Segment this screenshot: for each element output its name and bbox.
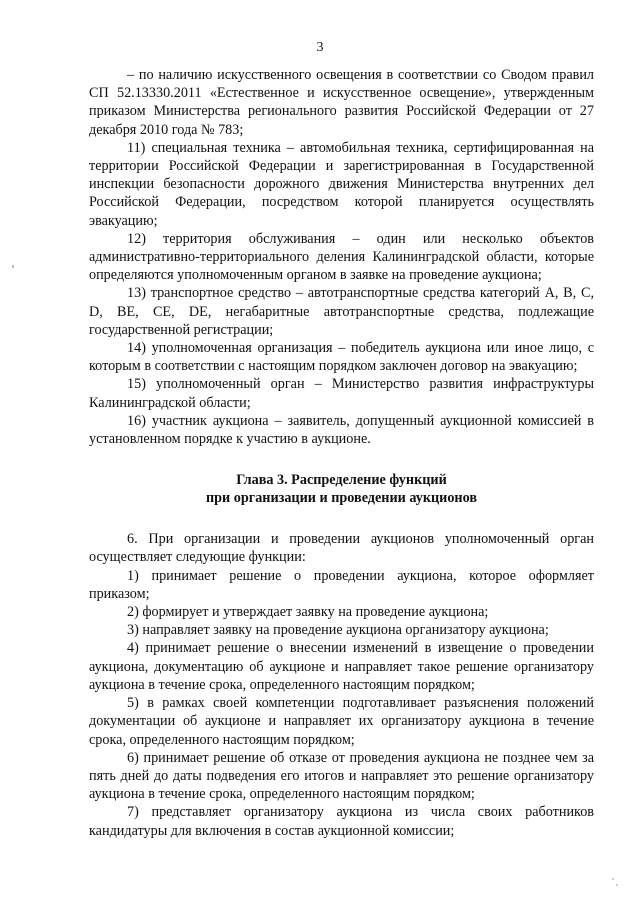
paragraph: 12) территория обслуживания – один или несколько объектов административно-территориального деления Калининградской области, которые определяются уполномоченным органом в заявке на проведение аукциона; (89, 230, 594, 284)
paragraph: – по наличию искусственного освещения в соответствии со Сводом правил СП 52.13330.2011 «Естественное и искусственное освещение», утвержденным приказом Министерства регионального развития Российской Федерации от 27 декабря 2010 года № 783; (89, 67, 594, 138)
paragraph: 11) специальная техника – автомобильная техника, сертифицированная на территории Российской Федерации и зарегистрированная в Государственной инспекции безопасности дорожного движения Министерства внутренних дел Российской Федерации, посредством которой планируется осуществлять эвакуацию; (89, 139, 594, 229)
paragraph: 4) принимает решение о внесении изменений в извещение о проведении аукциона, документацию об аукционе и направляет такое решение организатору аукциона в течение срока, определенного настоящим порядком; (89, 640, 594, 693)
document-body (89, 66, 594, 840)
paragraph: 1) принимает решение о проведении аукциона, которое оформляет приказом; (89, 567, 594, 602)
paragraph: 14) уполномоченная организация – победитель аукциона или иное лицо, с которым в соответствии с настоящим порядком заключен договор на эвакуацию; (89, 340, 594, 375)
chapter-heading (89, 471, 594, 507)
paragraph: 3) направляет заявку на проведение аукциона организатору аукциона; (127, 622, 549, 639)
paragraph: 16) участник аукциона – заявитель, допущенный аукционной комиссией в установленном порядке к участию в аукционе. (89, 412, 594, 448)
page-number: 3 (316, 40, 324, 55)
scan-artifact (612, 878, 614, 880)
scan-artifact (616, 884, 618, 886)
paragraph: 15) уполномоченный орган – Министерство развития инфраструктуры Калининградской области; (89, 376, 594, 411)
paragraph: 7) представляет организатору аукциона из числа своих работников кандидатуры для включения в состав аукционной комиссии; (89, 804, 594, 839)
chapter-heading-line: Глава 3. Распределение функций (236, 472, 447, 489)
chapter-heading-line: при организации и проведении аукционов (205, 490, 478, 507)
paragraph: 13) транспортное средство – автотранспортные средства категорий A, B, C, D, BE, CE, DE, негабаритные автотранспортные средства, подлежащие государственной регистрации; (89, 285, 594, 338)
scan-artifact (12, 265, 14, 268)
paragraph: 2) формирует и утверждает заявку на проведение аукциона; (127, 604, 489, 621)
paragraph: 6) принимает решение об отказе от проведения аукциона не позднее чем за пять дней до даты подведения его итогов и направляет это решение организатору аукциона в течение срока, определенного настоящим порядком; (89, 749, 594, 803)
paragraph: 5) в рамках своей компетенции подготавливает разъяснения положений документации об аукционе и направляет их организатору аукциона в течение срока, определенного настоящим порядком; (89, 695, 594, 748)
paragraph: 6. При организации и проведении аукционов уполномоченный орган осуществляет следующие функции: (89, 531, 594, 566)
